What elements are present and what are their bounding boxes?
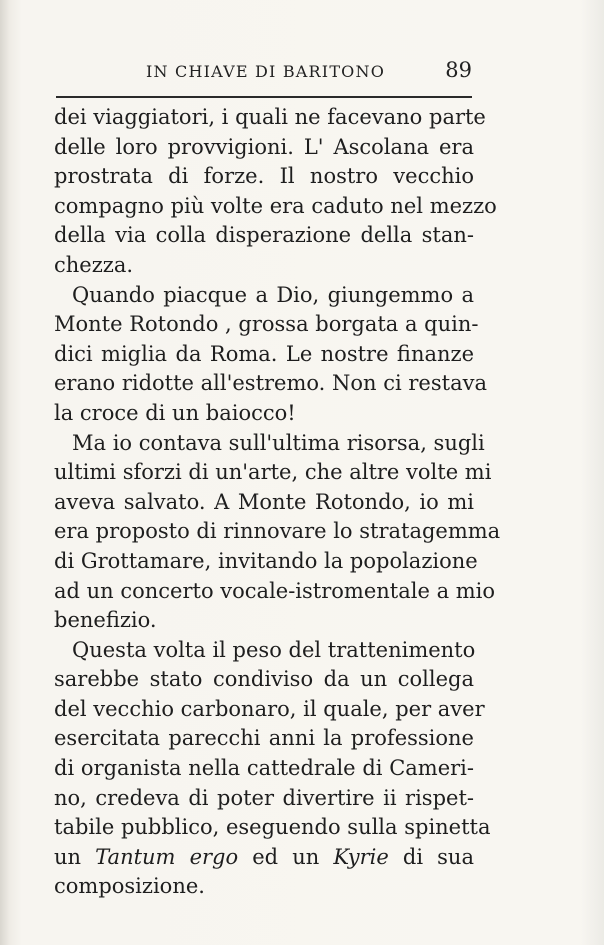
running-title: IN CHIAVE DI BARITONO: [146, 62, 386, 81]
text-line: delle loro provvigioni. L' Ascolana era: [54, 134, 474, 159]
text-line: dei viaggiatori, i quali ne facevano parte: [54, 105, 486, 129]
text-line: Questa volta il peso del trattenimento: [72, 637, 476, 662]
italic-title-kyrie: Kyrie: [333, 844, 389, 869]
text-line: Ma io contava sull'ultima risorsa, sugli: [72, 430, 485, 455]
text-line: composizione.: [54, 874, 205, 899]
text-line: erano ridotte all'estremo. Non ci restava: [54, 371, 487, 396]
page-number: 89: [445, 58, 472, 82]
text-line: no, credeva di poter divertire ii rispet-: [54, 785, 474, 810]
text-line: della via colla disperazione della stan-: [54, 223, 474, 248]
text-line-with-italics: [54, 843, 474, 873]
italic-title-tantum-ergo: Tantum ergo: [95, 844, 239, 869]
text-line: ultimi sforzi di un'arte, che altre volte mi: [54, 460, 492, 485]
text-line: esercitata parecchi anni la professione: [54, 726, 474, 751]
text-line: ad un concerto vocale-istromentale a mio: [54, 578, 496, 603]
text-line: era proposto di rinnovare lo stratagemma: [54, 519, 501, 544]
text-line: benefizio.: [54, 608, 157, 633]
text-line: del vecchio carbonaro, il quale, per aver: [54, 696, 485, 721]
text-fragment: ed un: [252, 844, 320, 869]
text-fragment: un: [54, 844, 82, 869]
body-text: [54, 103, 501, 902]
text-line: Quando piacque a Dio, giungemmo a: [72, 282, 474, 307]
running-head: [54, 58, 474, 86]
text-line: dici miglia da Roma. Le nostre finanze: [54, 341, 474, 366]
text-line: Monte Rotondo , grossa borgata a quin-: [54, 312, 479, 337]
text-line: tabile pubblico, eseguendo sulla spinetta: [54, 815, 491, 840]
text-line: sarebbe stato condiviso da un collega: [54, 667, 474, 692]
text-line: aveva salvato. A Monte Rotondo, io mi: [54, 489, 474, 514]
header-rule: [56, 96, 472, 98]
text-line: la croce di un baiocco!: [54, 400, 296, 425]
text-line: di Grottamare, invitando la popolazione: [54, 548, 478, 573]
text-line: prostrata di forze. Il nostro vecchio: [54, 164, 474, 189]
text-line: di organista nella cattedrale di Cameri-: [54, 756, 474, 781]
text-fragment: di sua: [402, 844, 474, 869]
text-line: chezza.: [54, 252, 134, 277]
text-line: compagno più volte era caduto nel mezzo: [54, 193, 497, 218]
